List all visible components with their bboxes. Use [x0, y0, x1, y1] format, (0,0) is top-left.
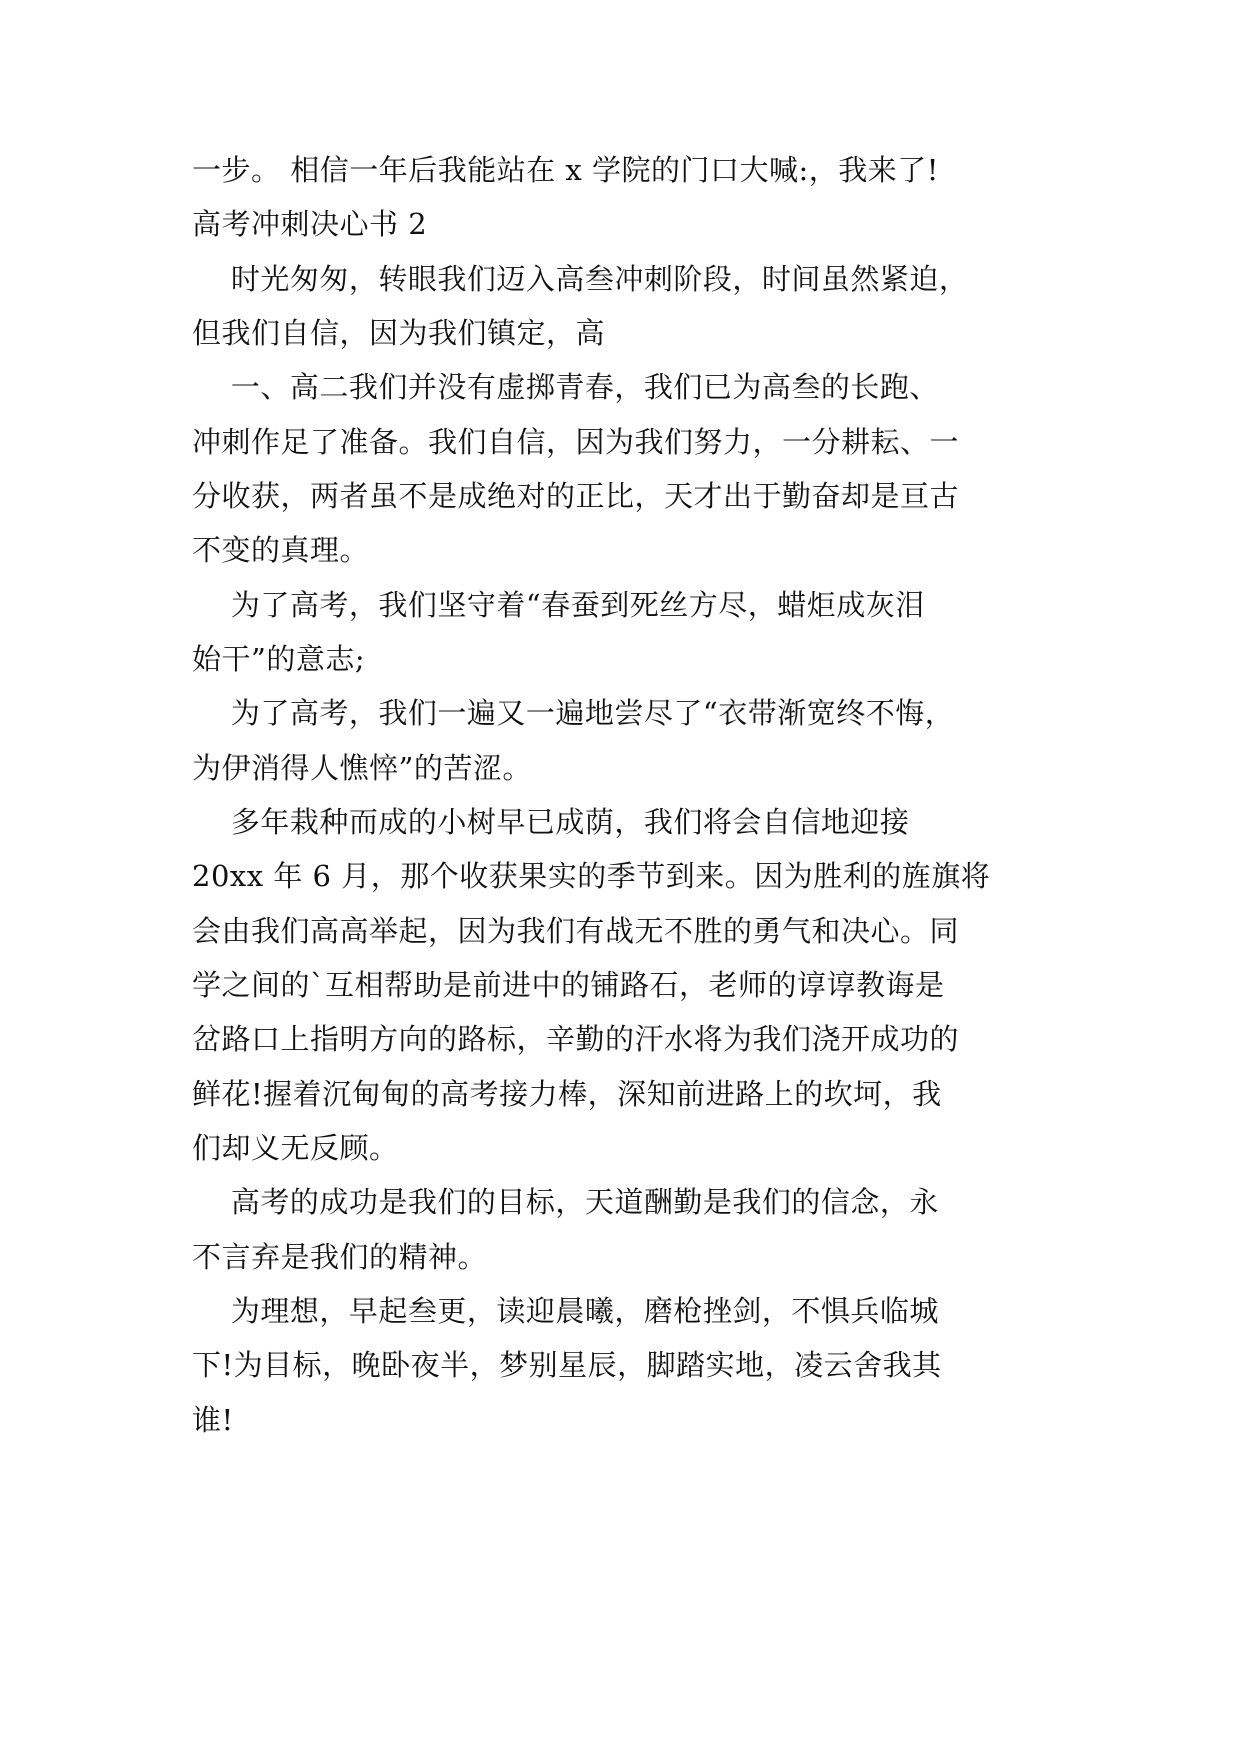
text-line: 分收获，两者虽不是成绝对的正比，天才出于勤奋却是亘古 — [192, 479, 960, 513]
text-line: 不言弃是我们的精神。 — [192, 1240, 488, 1274]
text-line: 始干”的意志; — [192, 642, 366, 676]
text-line: 为理想，早起叁更，读迎晨曦，磨枪挫剑，不惧兵临城 — [192, 1294, 939, 1328]
text-line: 多年栽种而成的小树早已成荫，我们将会自信地迎接 — [192, 805, 910, 839]
text-line: 冲刺作足了准备。我们自信，因为我们努力，一分耕耘、一 — [192, 425, 960, 459]
text-line: 不变的真理。 — [192, 533, 370, 567]
text-line: 一、高二我们并没有虚掷青春，我们已为高叁的长跑、 — [192, 370, 939, 404]
text-line: 20xx 年 6 月，那个收获果实的季节到来。因为胜利的旌旗将 — [192, 859, 991, 893]
text-line: 谁! — [192, 1403, 234, 1437]
section-heading: 高考冲刺决心书 2 — [192, 207, 428, 241]
text-line: 为了高考，我们坚守着“春蚕到死丝方尽，蜡炬成灰泪 — [192, 588, 925, 622]
text-line: 学之间的`互相帮助是前进中的铺路石，老师的谆谆教诲是 — [192, 968, 945, 1002]
text-line: 下!为目标，晚卧夜半，梦别星辰，脚踏实地，凌云舍我其 — [192, 1348, 942, 1382]
text-line: 岔路口上指明方向的路标，辛勤的汗水将为我们浇开成功的 — [192, 1022, 960, 1056]
text-line: 高考的成功是我们的目标，天道酬勤是我们的信念，永 — [192, 1185, 939, 1219]
text-line: 们却义无反顾。 — [192, 1131, 399, 1165]
text-line: 但我们自信，因为我们镇定，高 — [192, 316, 606, 350]
text-line: 为伊消得人憔悴”的苦涩。 — [192, 751, 532, 785]
text-line: 时光匆匆，转眼我们迈入高叁冲刺阶段，时间虽然紧迫， — [192, 262, 969, 296]
text-line: 一步。 相信一年后我能站在 x 学院的门口大喊:，我来了! — [192, 153, 939, 187]
text-line: 鲜花!握着沉甸甸的高考接力棒，深知前进路上的坎坷，我 — [192, 1077, 942, 1111]
text-line: 为了高考，我们一遍又一遍地尝尽了“衣带渐宽终不悔， — [192, 696, 955, 730]
text-line: 会由我们高高举起，因为我们有战无不胜的勇气和决心。同 — [192, 914, 960, 948]
